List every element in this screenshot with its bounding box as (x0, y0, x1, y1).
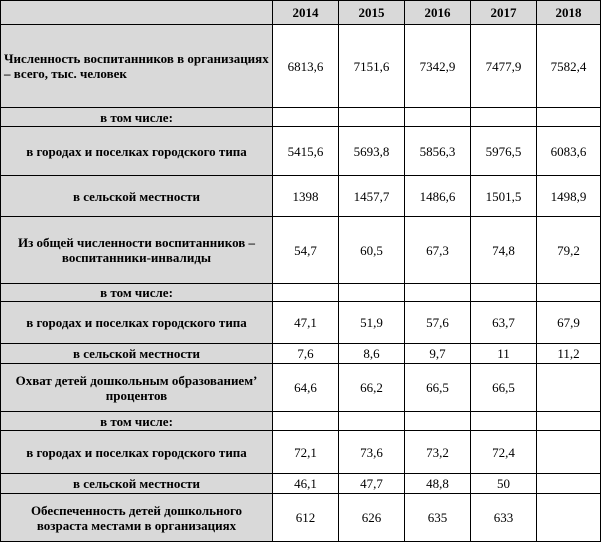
table-cell: 74,8 (471, 217, 537, 284)
row-label: в сельской местности (1, 344, 273, 364)
table-row (1, 412, 601, 431)
row-label: в городах и поселках городского типа (1, 127, 273, 176)
table-cell: 1501,5 (471, 176, 537, 217)
table-cell: 67,9 (537, 302, 601, 344)
row-label: Обеспеченность детей дошкольного возраста местами в организациях (1, 494, 273, 542)
year-header: 2017 (471, 1, 537, 25)
table-cell: 66,5 (471, 364, 537, 412)
table-row (1, 217, 601, 284)
table-cell: 57,6 (405, 302, 471, 344)
table-row (1, 431, 601, 474)
table-cell: 64,6 (273, 364, 339, 412)
table-cell: 63,7 (471, 302, 537, 344)
table-cell (273, 284, 339, 302)
table-cell: 7151,6 (339, 25, 405, 108)
table-cell: 5856,3 (405, 127, 471, 176)
table-cell (471, 108, 537, 127)
table-cell: 1398 (273, 176, 339, 217)
table-cell (537, 364, 601, 412)
table-cell: 48,8 (405, 474, 471, 494)
table-cell (471, 412, 537, 431)
table-cell: 46,1 (273, 474, 339, 494)
table-cell: 51,9 (339, 302, 405, 344)
table-cell: 626 (339, 494, 405, 542)
table-cell: 7342,9 (405, 25, 471, 108)
row-label: в том числе: (1, 412, 273, 431)
table-cell: 6813,6 (273, 25, 339, 108)
table-cell: 633 (471, 494, 537, 542)
table-cell: 1498,9 (537, 176, 601, 217)
table-cell: 5976,5 (471, 127, 537, 176)
table-cell: 60,5 (339, 217, 405, 284)
table-cell: 5415,6 (273, 127, 339, 176)
table-cell: 66,2 (339, 364, 405, 412)
table-cell (405, 412, 471, 431)
table-cell (471, 284, 537, 302)
table-cell: 7477,9 (471, 25, 537, 108)
table-cell: 67,3 (405, 217, 471, 284)
table-cell: 7582,4 (537, 25, 601, 108)
table-cell: 47,7 (339, 474, 405, 494)
table-cell: 54,7 (273, 217, 339, 284)
table-row (1, 176, 601, 217)
header-row (1, 1, 601, 25)
table-cell: 73,2 (405, 431, 471, 474)
table-row (1, 494, 601, 542)
row-label: в городах и поселках городского типа (1, 431, 273, 474)
row-label: в сельской местности (1, 176, 273, 217)
table-row (1, 364, 601, 412)
table-cell (273, 108, 339, 127)
table-cell (405, 108, 471, 127)
table-row (1, 284, 601, 302)
table-cell (537, 284, 601, 302)
row-label: в городах и поселках городского типа (1, 302, 273, 344)
corner-cell (1, 1, 273, 25)
row-label: в том числе: (1, 284, 273, 302)
year-header: 2018 (537, 1, 601, 25)
table-cell (537, 431, 601, 474)
table-cell: 7,6 (273, 344, 339, 364)
table-cell (339, 108, 405, 127)
table-cell (537, 494, 601, 542)
table-cell: 1486,6 (405, 176, 471, 217)
table-row (1, 302, 601, 344)
table-cell: 5693,8 (339, 127, 405, 176)
table-row (1, 108, 601, 127)
table-cell: 1457,7 (339, 176, 405, 217)
table-cell: 47,1 (273, 302, 339, 344)
year-header: 2014 (273, 1, 339, 25)
table-row (1, 25, 601, 108)
table-cell: 8,6 (339, 344, 405, 364)
table-cell (537, 474, 601, 494)
row-label: Из общей численности воспитанников – воспитанники-инвалиды (1, 217, 273, 284)
table-cell (273, 412, 339, 431)
table-cell: 11 (471, 344, 537, 364)
table-cell (339, 284, 405, 302)
table-cell: 73,6 (339, 431, 405, 474)
table-cell (339, 412, 405, 431)
table-cell (537, 412, 601, 431)
table-row (1, 474, 601, 494)
table-cell: 11,2 (537, 344, 601, 364)
table-cell (405, 284, 471, 302)
table-cell: 6083,6 (537, 127, 601, 176)
table-cell: 72,1 (273, 431, 339, 474)
table-row (1, 127, 601, 176)
table-cell: 612 (273, 494, 339, 542)
table-cell: 635 (405, 494, 471, 542)
row-label: Охват детей дошкольным образованием’ процентов (1, 364, 273, 412)
table-cell (537, 108, 601, 127)
table-cell: 66,5 (405, 364, 471, 412)
table-cell: 79,2 (537, 217, 601, 284)
table-cell: 72,4 (471, 431, 537, 474)
row-label: Численность воспитанников в организациях – всего, тыс. человек (1, 25, 273, 108)
table-cell: 50 (471, 474, 537, 494)
year-header: 2016 (405, 1, 471, 25)
row-label: в том числе: (1, 108, 273, 127)
row-label: в сельской местности (1, 474, 273, 494)
table-row (1, 344, 601, 364)
table-cell: 9,7 (405, 344, 471, 364)
year-header: 2015 (339, 1, 405, 25)
